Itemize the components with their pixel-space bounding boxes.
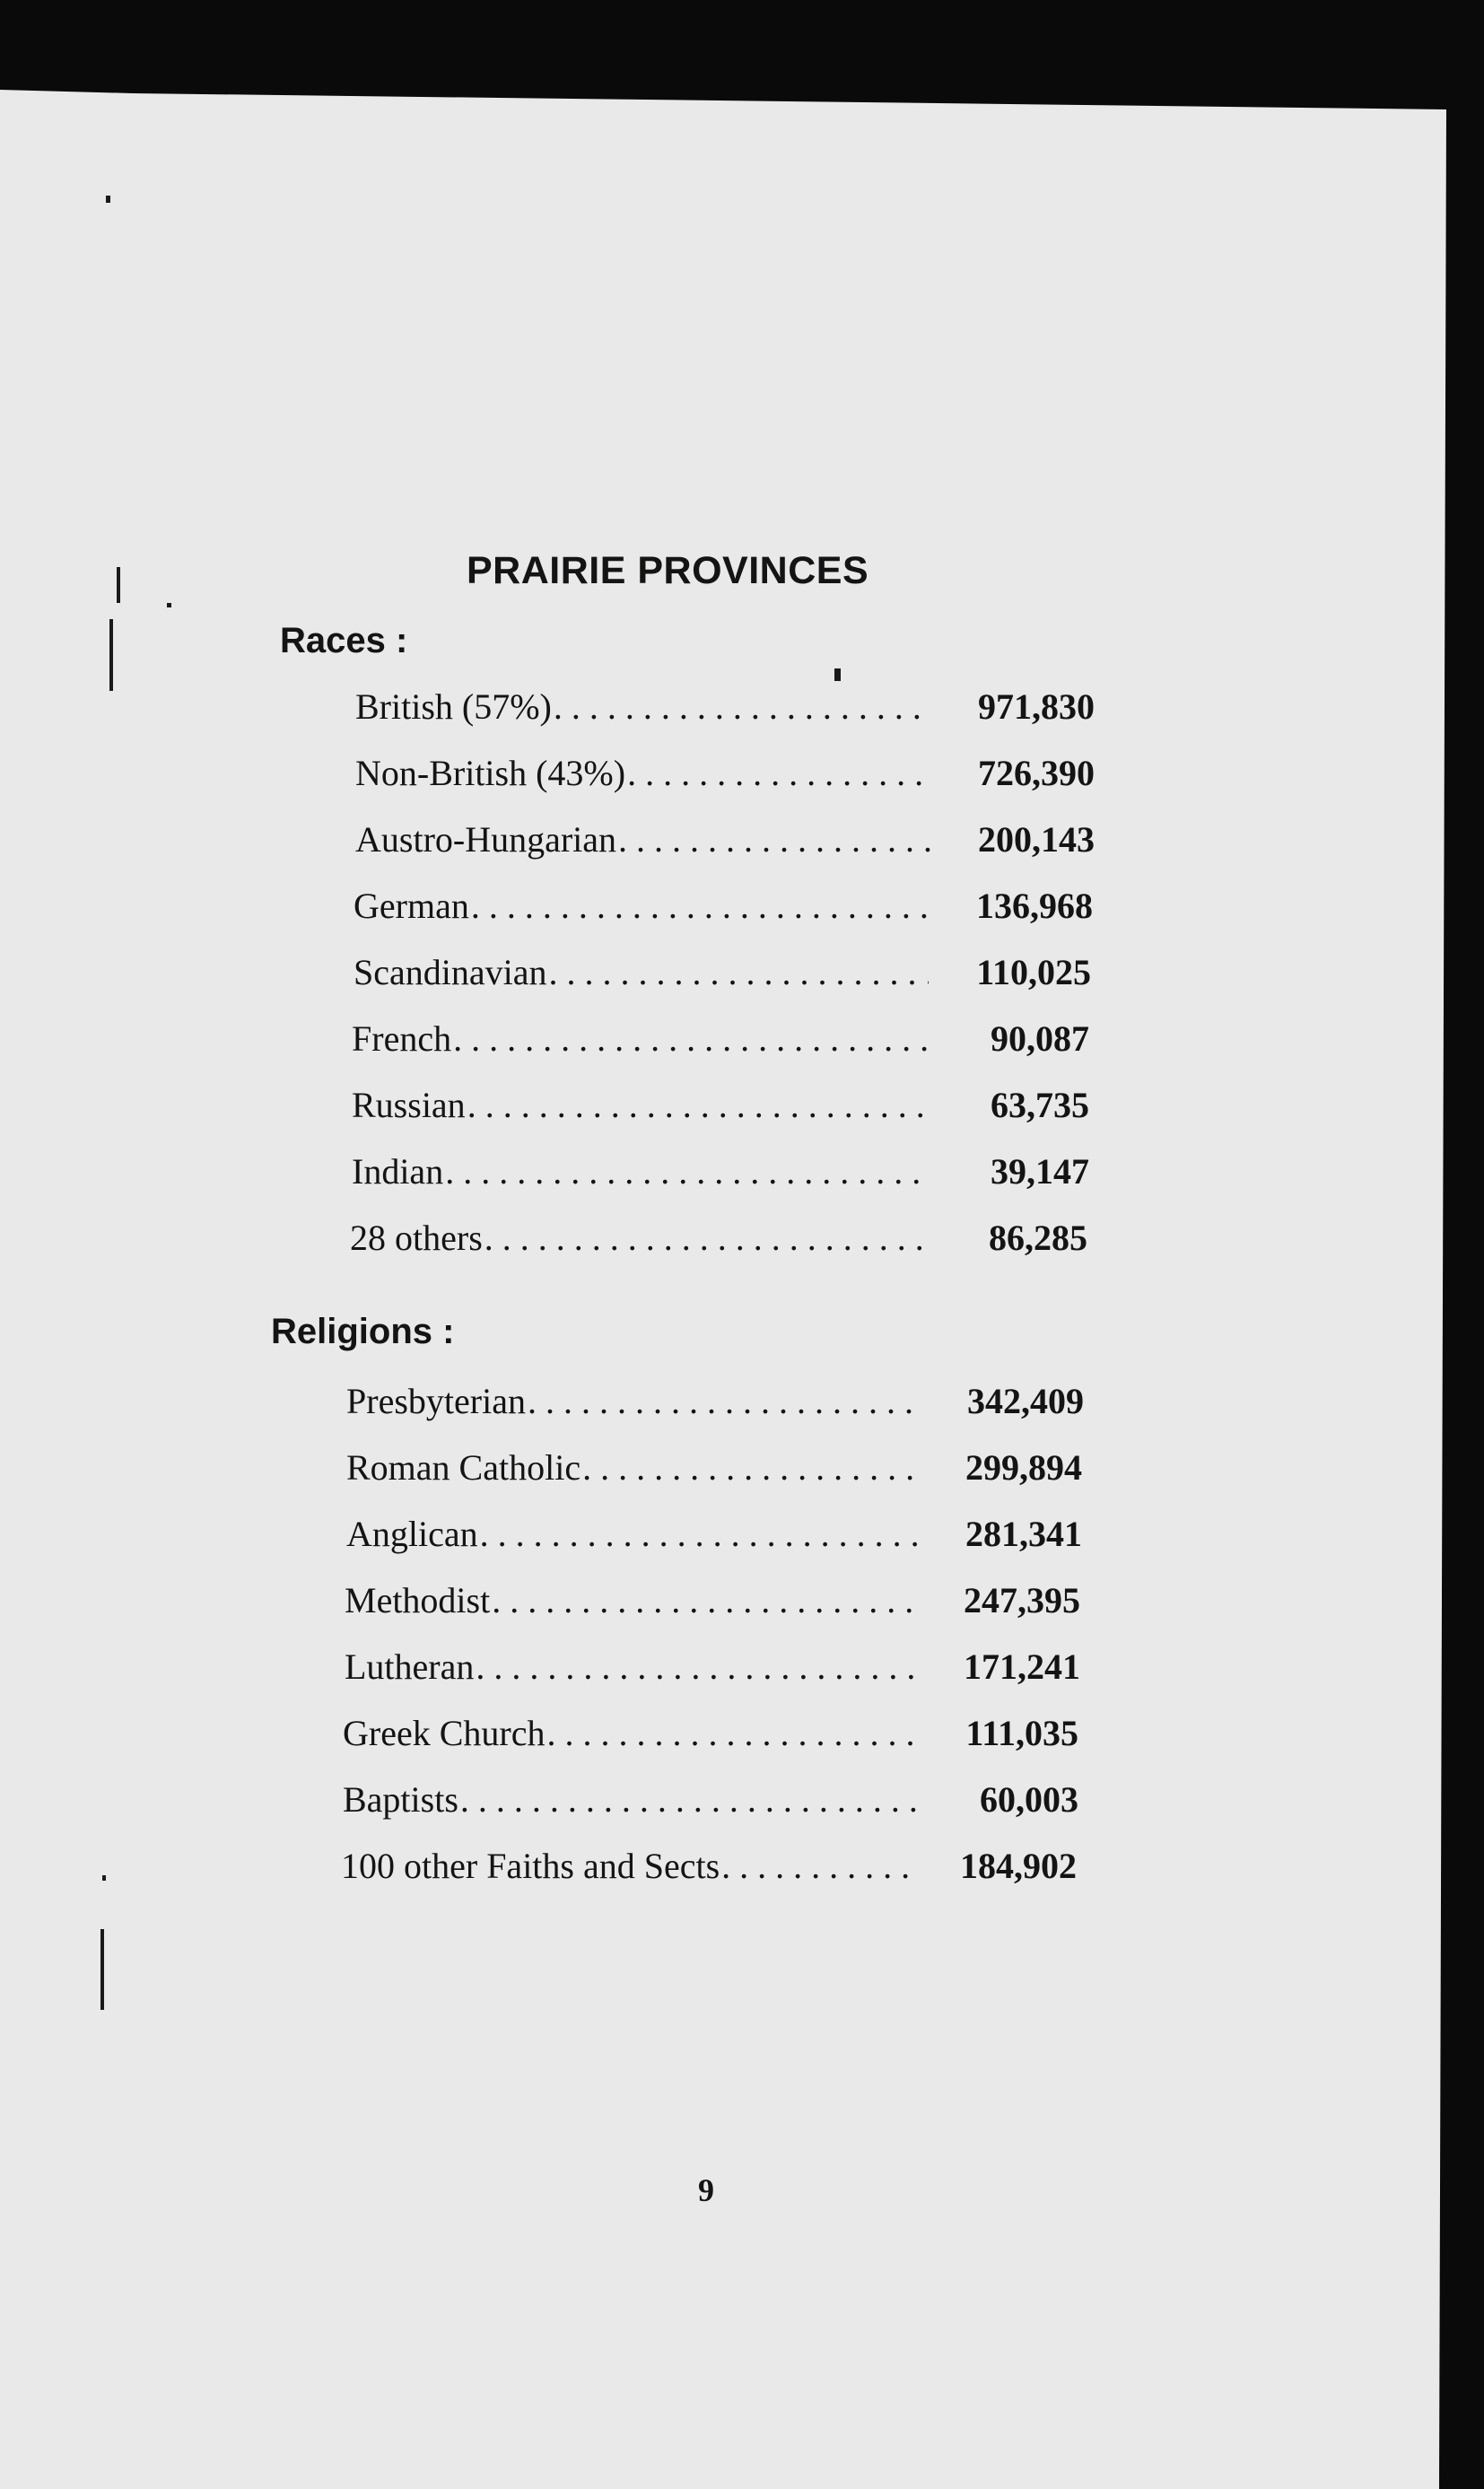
row-value: 726,390 [978,753,1095,793]
races-row [350,1217,1087,1259]
scan-speck [109,619,113,691]
religions-row [343,1712,1078,1754]
document-page [0,90,1446,2489]
dot-leader [467,1084,927,1126]
row-label: Methodist [345,1580,491,1620]
row-value: 111,035 [965,1713,1078,1753]
row-label: 28 others [350,1218,483,1258]
row-label: Scandinavian [354,952,547,992]
row-label: Lutheran [345,1646,475,1687]
page-number: 9 [698,2172,714,2208]
row-value: 342,409 [967,1381,1084,1421]
row-label: Presbyterian [346,1381,526,1421]
row-label: Greek Church [343,1713,546,1753]
dot-leader [549,951,930,993]
row-label: Baptists [343,1779,458,1820]
row-value: 299,894 [965,1447,1082,1488]
row-label: French [352,1018,452,1059]
row-label: German [354,886,469,926]
row-value: 247,395 [964,1580,1080,1620]
row-value: 171,241 [964,1646,1080,1687]
religions-row [343,1778,1078,1821]
races-row [355,686,1095,728]
dot-leader [460,1778,916,1821]
races-row [354,885,1093,927]
row-value: 136,968 [976,886,1093,926]
scan-speck [100,1929,104,2010]
scan-speck [834,668,841,681]
dot-leader [618,818,932,860]
scan-speck [102,1875,106,1881]
religions-row [346,1446,1082,1489]
races-row [354,951,1091,993]
row-label: Non-British (43%) [355,753,626,793]
religions-row [346,1380,1084,1422]
races-row [352,1084,1089,1126]
row-value: 63,735 [991,1085,1089,1125]
row-value: 971,830 [978,686,1095,727]
races-section-title: Races : [280,621,408,660]
row-label: British (57%) [355,686,552,727]
row-value: 184,902 [960,1846,1077,1886]
row-label: Indian [352,1151,444,1192]
row-label: Roman Catholic [346,1447,581,1488]
dot-leader [492,1579,918,1621]
dot-leader [471,885,930,927]
row-label: Anglican [346,1514,478,1554]
dot-leader [445,1150,927,1192]
races-row [355,752,1095,794]
dot-leader [453,1017,927,1060]
dot-leader [721,1845,914,1887]
religions-row [341,1845,1077,1887]
row-value: 86,285 [989,1218,1087,1258]
row-value: 60,003 [980,1779,1078,1820]
row-value: 39,147 [991,1151,1089,1192]
religions-row [345,1646,1080,1688]
row-label: Russian [352,1085,466,1125]
races-row [352,1017,1089,1060]
row-value: 90,087 [991,1018,1089,1059]
row-value: 281,341 [965,1514,1082,1554]
dot-leader [476,1646,918,1688]
page-heading: PRAIRIE PROVINCES [467,549,869,592]
races-row [352,1150,1089,1192]
scan-speck [117,567,120,603]
dot-leader [582,1446,920,1489]
scan-speck [167,603,171,607]
religions-row [346,1513,1082,1555]
row-label: 100 other Faiths and Sects [341,1846,720,1886]
dot-leader [546,1712,916,1754]
dot-leader [627,752,932,794]
row-label: Austro-Hungarian [355,819,617,860]
dot-leader [484,1217,925,1259]
religions-row [345,1579,1080,1621]
dot-leader [480,1513,920,1555]
races-row [355,818,1095,860]
row-value: 110,025 [976,952,1091,992]
row-value: 200,143 [978,819,1095,860]
dot-leader [554,686,932,728]
scan-speck [106,196,110,203]
dot-leader [528,1380,921,1422]
religions-section-title: Religions : [271,1312,455,1351]
